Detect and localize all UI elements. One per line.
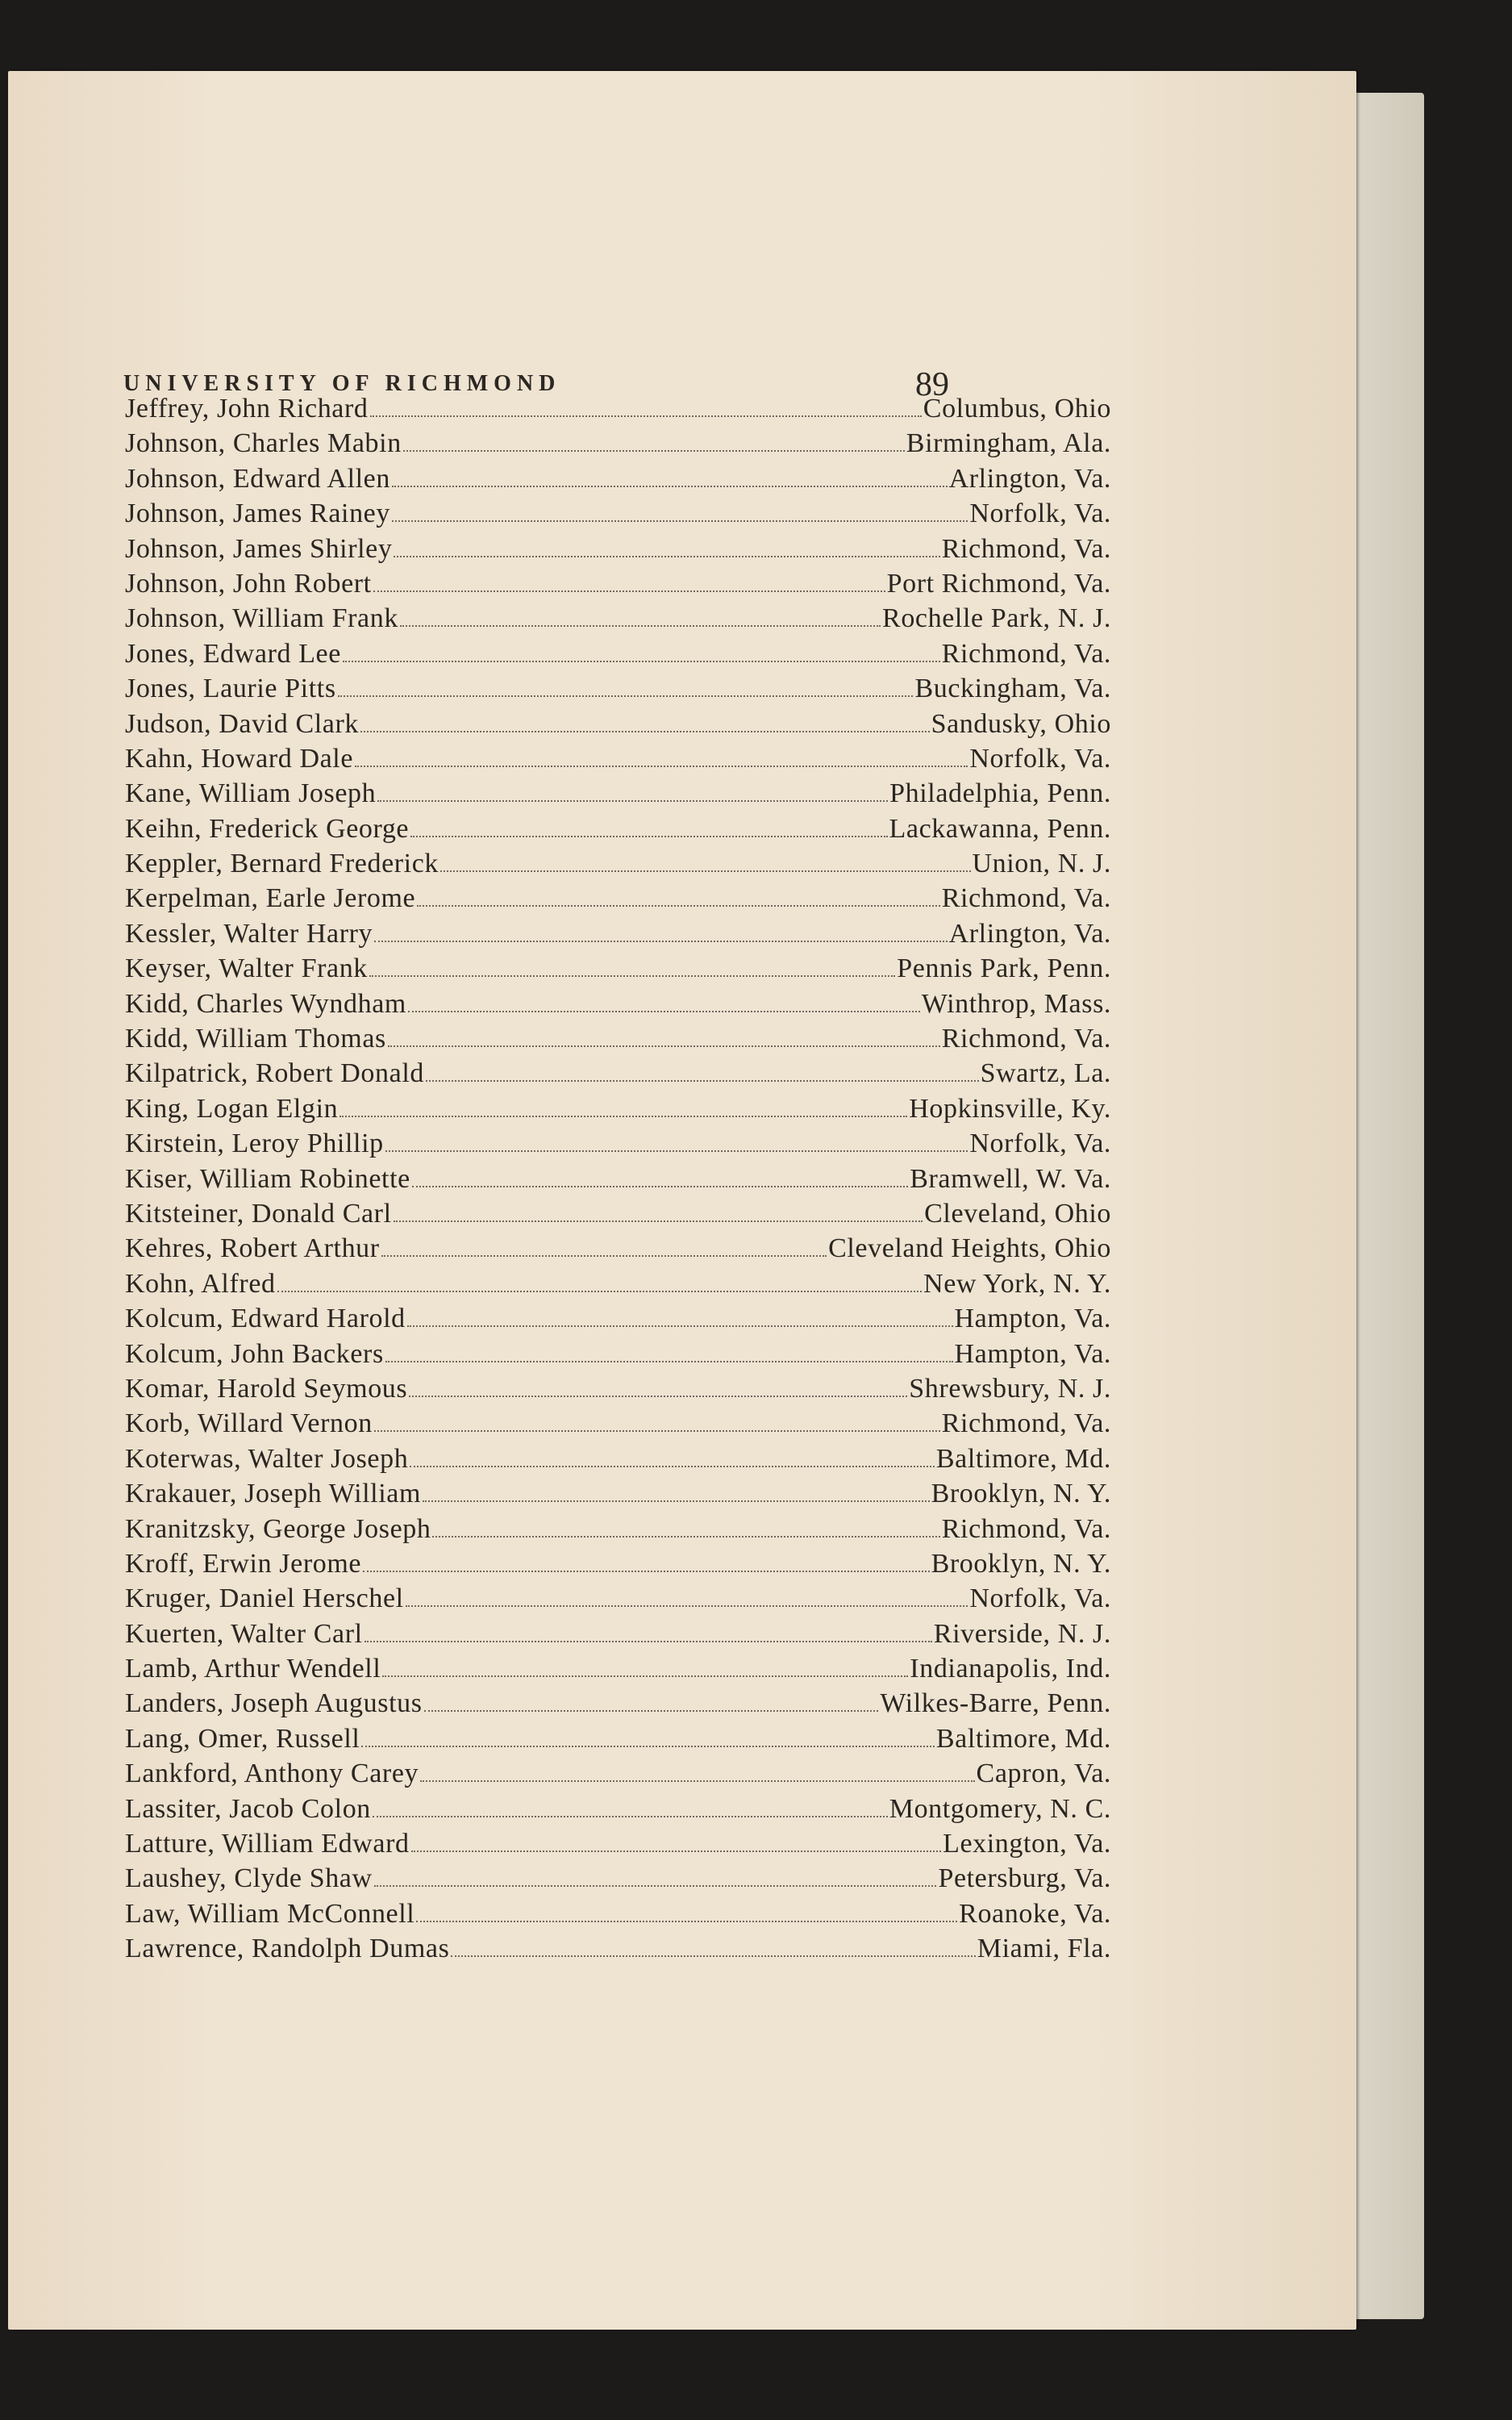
dot-leader xyxy=(440,870,970,872)
entry-place: Richmond, Va. xyxy=(941,883,1111,914)
entry-place: Indianapolis, Ind. xyxy=(910,1654,1111,1684)
dot-leader xyxy=(451,1955,975,1957)
list-item xyxy=(125,1269,1111,1304)
list-item xyxy=(125,1479,1111,1513)
list-item xyxy=(125,744,1111,778)
list-item xyxy=(125,1129,1111,1163)
entry-place: Petersburg, Va. xyxy=(938,1863,1111,1894)
entry-name: Laushey, Clyde Shaw xyxy=(125,1863,373,1894)
list-item xyxy=(125,953,1111,988)
entry-name: Kane, William Joseph xyxy=(125,778,377,809)
dot-leader xyxy=(277,1291,923,1292)
entry-place: Richmond, Va. xyxy=(941,1024,1111,1054)
entry-name: Johnson, James Rainey xyxy=(125,499,390,529)
entry-place: Philadelphia, Penn. xyxy=(889,778,1111,809)
entry-name: Keihn, Frederick George xyxy=(125,813,410,844)
entry-place: Miami, Fla. xyxy=(977,1934,1111,1964)
entry-name: Kolcum, Edward Harold xyxy=(125,1304,406,1334)
entry-place: Shrewsbury, N. J. xyxy=(909,1373,1111,1404)
entry-name: Jones, Laurie Pitts xyxy=(125,674,336,704)
dot-leader xyxy=(385,1361,953,1362)
entry-place: Richmond, Va. xyxy=(941,638,1111,669)
entry-name: Lawrence, Randolph Dumas xyxy=(125,1934,450,1964)
entry-name: Kolcum, John Backers xyxy=(125,1338,384,1369)
entry-name: Johnson, John Robert xyxy=(125,568,372,599)
entry-name: Keyser, Walter Frank xyxy=(125,953,368,984)
list-item xyxy=(125,1408,1111,1443)
dot-leader xyxy=(381,1255,827,1257)
list-item xyxy=(125,1863,1111,1898)
list-item xyxy=(125,428,1111,463)
entry-name: Krakauer, Joseph William xyxy=(125,1479,422,1509)
entry-place: Capron, Va. xyxy=(976,1759,1111,1789)
dot-leader xyxy=(409,1396,907,1397)
entry-place: Hopkinsville, Ky. xyxy=(909,1093,1111,1124)
entry-name: Komar, Harold Seymous xyxy=(125,1373,408,1404)
list-item xyxy=(125,1199,1111,1233)
entry-place: Richmond, Va. xyxy=(941,533,1111,564)
running-head: UNIVERSITY OF RICHMOND xyxy=(123,371,561,396)
entry-name: Kessler, Walter Harry xyxy=(125,918,373,949)
entry-name: Kohn, Alfred xyxy=(125,1268,276,1299)
entry-name: Koterwas, Walter Joseph xyxy=(125,1443,409,1474)
entry-name: King, Logan Elgin xyxy=(125,1093,339,1124)
entry-name: Kuerten, Walter Carl xyxy=(125,1618,363,1649)
entry-place: Richmond, Va. xyxy=(941,1408,1111,1439)
list-item xyxy=(125,1164,1111,1199)
entry-name: Latture, William Edward xyxy=(125,1829,410,1859)
list-item xyxy=(125,1619,1111,1654)
dot-leader xyxy=(374,941,947,942)
dot-leader xyxy=(400,625,881,627)
entry-name: Lang, Omer, Russell xyxy=(125,1723,360,1754)
entry-name: Judson, David Clark xyxy=(125,708,359,739)
list-item xyxy=(125,1759,1111,1793)
dot-leader xyxy=(382,1675,908,1677)
list-item xyxy=(125,1233,1111,1268)
entry-place: Pennis Park, Penn. xyxy=(897,953,1111,984)
list-item xyxy=(125,1583,1111,1618)
list-item xyxy=(125,1339,1111,1374)
entry-name: Kahn, Howard Dale xyxy=(125,743,354,774)
entry-place: Norfolk, Va. xyxy=(969,743,1111,774)
dot-leader xyxy=(408,1011,920,1012)
entry-place: Union, N. J. xyxy=(972,849,1111,879)
entry-place: Winthrop, Mass. xyxy=(921,988,1111,1019)
dot-leader xyxy=(424,1710,879,1712)
dot-leader xyxy=(373,1816,888,1817)
dot-leader xyxy=(394,556,939,557)
entry-name: Johnson, James Shirley xyxy=(125,533,393,564)
entry-place: Cleveland Heights, Ohio xyxy=(828,1233,1111,1264)
dot-leader xyxy=(377,800,888,802)
list-item xyxy=(125,1094,1111,1129)
dot-leader xyxy=(432,1536,939,1538)
list-item xyxy=(125,778,1111,813)
list-item xyxy=(125,674,1111,708)
entry-name: Kroff, Erwin Jerome xyxy=(125,1548,362,1579)
entry-name: Kiser, William Robinette xyxy=(125,1163,410,1194)
entry-name: Johnson, William Frank xyxy=(125,603,398,634)
dot-leader xyxy=(373,590,885,592)
list-item xyxy=(125,534,1111,569)
entry-name: Johnson, Charles Mabin xyxy=(125,428,402,459)
dot-leader xyxy=(338,695,914,697)
list-item xyxy=(125,709,1111,744)
list-item xyxy=(125,1444,1111,1479)
dot-leader xyxy=(361,1746,934,1747)
entry-place: Columbus, Ohio xyxy=(923,394,1111,424)
list-item xyxy=(125,1899,1111,1934)
page-number: 89 xyxy=(915,366,949,403)
entry-place: Cleveland, Ohio xyxy=(924,1198,1111,1229)
list-item xyxy=(125,1688,1111,1723)
entry-name: Kidd, Charles Wyndham xyxy=(125,988,406,1019)
entry-place: Norfolk, Va. xyxy=(969,499,1111,529)
dot-leader xyxy=(369,975,895,977)
dot-leader xyxy=(394,1220,923,1222)
list-item xyxy=(125,849,1111,883)
entry-name: Kranitzsky, George Joseph xyxy=(125,1513,431,1544)
entry-name: Korb, Willard Vernon xyxy=(125,1408,373,1439)
list-item xyxy=(125,1794,1111,1829)
entry-place: Hampton, Va. xyxy=(954,1338,1111,1369)
directory-list xyxy=(125,394,1111,1969)
entry-name: Jeffrey, John Richard xyxy=(125,394,369,424)
list-item xyxy=(125,603,1111,638)
entry-place: Birmingham, Ala. xyxy=(906,428,1111,459)
entry-place: Arlington, Va. xyxy=(948,918,1111,949)
entry-name: Lassiter, Jacob Colon xyxy=(125,1793,371,1824)
dot-leader xyxy=(392,520,968,522)
entry-name: Kehres, Robert Arthur xyxy=(125,1233,380,1264)
entry-name: Kidd, William Thomas xyxy=(125,1024,386,1054)
entry-place: Riverside, N. J. xyxy=(933,1618,1111,1649)
entry-place: Buckingham, Va. xyxy=(914,674,1111,704)
list-item xyxy=(125,1829,1111,1863)
dot-leader xyxy=(392,486,948,487)
entry-place: Brooklyn, N. Y. xyxy=(931,1479,1111,1509)
entry-place: Wilkes-Barre, Penn. xyxy=(880,1688,1111,1719)
list-item xyxy=(125,1024,1111,1058)
entry-name: Kerpelman, Earle Jerome xyxy=(125,883,416,914)
dot-leader xyxy=(417,905,940,907)
entry-name: Lankford, Anthony Carey xyxy=(125,1759,419,1789)
dot-leader xyxy=(411,1850,941,1852)
entry-place: New York, N. Y. xyxy=(923,1268,1111,1299)
dot-leader xyxy=(370,415,922,417)
entry-place: Lackawanna, Penn. xyxy=(889,813,1111,844)
entry-place: Bramwell, W. Va. xyxy=(910,1163,1111,1194)
list-item xyxy=(125,394,1111,428)
dot-leader xyxy=(355,766,968,767)
entry-name: Kilpatrick, Robert Donald xyxy=(125,1058,424,1089)
dot-leader xyxy=(410,836,887,837)
entry-place: Richmond, Va. xyxy=(941,1513,1111,1544)
entry-place: Lexington, Va. xyxy=(943,1829,1111,1859)
entry-place: Hampton, Va. xyxy=(954,1304,1111,1334)
entry-name: Johnson, Edward Allen xyxy=(125,463,390,494)
list-item xyxy=(125,989,1111,1024)
dot-leader xyxy=(406,1605,968,1607)
entry-name: Landers, Joseph Augustus xyxy=(125,1688,423,1719)
dot-leader xyxy=(385,1150,968,1152)
entry-place: Rochelle Park, N. J. xyxy=(882,603,1111,634)
dot-leader xyxy=(420,1780,974,1782)
list-item xyxy=(125,1374,1111,1408)
dot-leader xyxy=(374,1430,940,1432)
entry-place: Sandusky, Ohio xyxy=(931,708,1111,739)
dot-leader xyxy=(374,1885,937,1887)
dot-leader xyxy=(416,1921,957,1922)
entry-place: Montgomery, N. C. xyxy=(889,1793,1111,1824)
dot-leader xyxy=(412,1186,908,1187)
dot-leader xyxy=(343,661,940,662)
list-item xyxy=(125,1654,1111,1688)
dot-leader xyxy=(360,731,930,732)
list-item xyxy=(125,639,1111,674)
entry-place: Brooklyn, N. Y. xyxy=(931,1548,1111,1579)
list-item xyxy=(125,919,1111,953)
dot-leader xyxy=(388,1045,940,1047)
list-item xyxy=(125,1514,1111,1549)
entry-place: Port Richmond, Va. xyxy=(886,568,1111,599)
list-item xyxy=(125,1724,1111,1759)
entry-name: Kirstein, Leroy Phillip xyxy=(125,1129,384,1159)
list-item xyxy=(125,499,1111,533)
dot-leader xyxy=(423,1500,930,1502)
entry-name: Kruger, Daniel Herschel xyxy=(125,1583,404,1614)
entry-place: Swartz, La. xyxy=(980,1058,1111,1089)
list-item xyxy=(125,464,1111,499)
list-item xyxy=(125,883,1111,918)
list-item xyxy=(125,814,1111,849)
entry-place: Norfolk, Va. xyxy=(969,1583,1111,1614)
entry-name: Lamb, Arthur Wendell xyxy=(125,1654,381,1684)
dot-leader xyxy=(339,1116,907,1117)
dot-leader xyxy=(410,1466,935,1467)
list-item xyxy=(125,1304,1111,1338)
entry-name: Keppler, Bernard Frederick xyxy=(125,849,439,879)
entry-place: Roanoke, Va. xyxy=(959,1898,1111,1929)
dot-leader xyxy=(403,450,905,452)
list-item xyxy=(125,1934,1111,1968)
entry-place: Baltimore, Md. xyxy=(935,1723,1111,1754)
dot-leader xyxy=(364,1641,932,1642)
list-item xyxy=(125,1058,1111,1093)
dot-leader xyxy=(363,1571,929,1572)
entry-name: Jones, Edward Lee xyxy=(125,638,341,669)
dot-leader xyxy=(407,1325,953,1327)
list-item xyxy=(125,1549,1111,1583)
entry-place: Arlington, Va. xyxy=(948,463,1111,494)
dot-leader xyxy=(426,1080,979,1082)
entry-name: Law, William McConnell xyxy=(125,1898,415,1929)
entry-name: Kitsteiner, Donald Carl xyxy=(125,1198,392,1229)
entry-place: Baltimore, Md. xyxy=(935,1443,1111,1474)
list-item xyxy=(125,569,1111,603)
entry-place: Norfolk, Va. xyxy=(969,1129,1111,1159)
